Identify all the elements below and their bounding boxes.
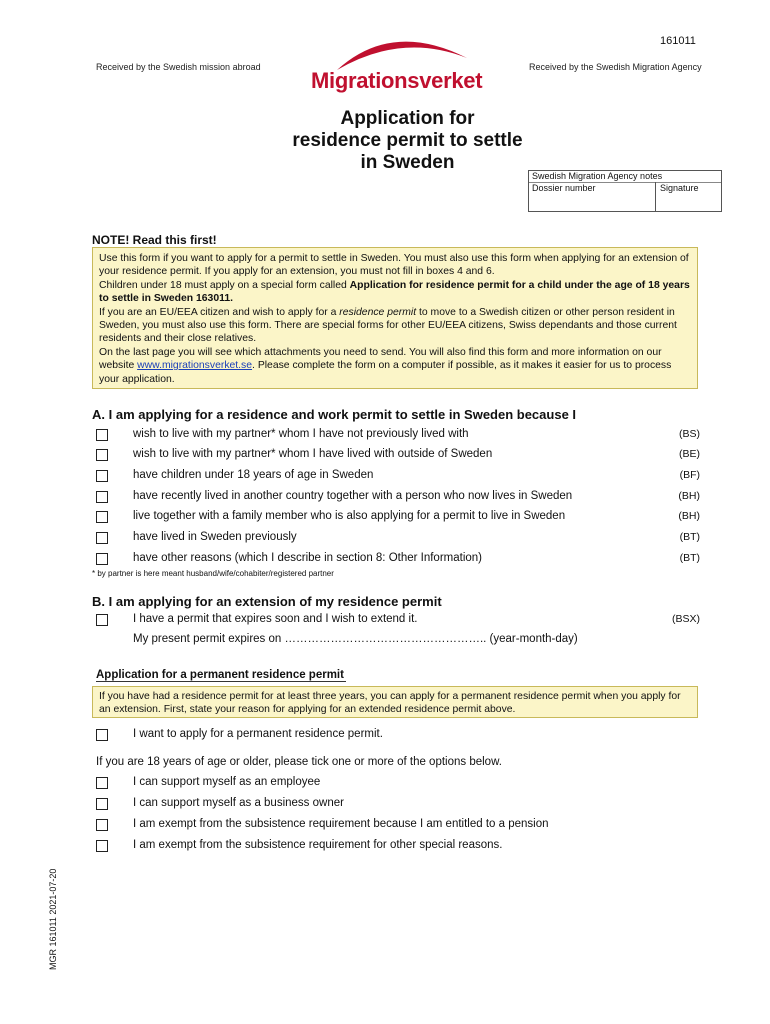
permanent-permit-info-box: If you have had a residence permit for at least three years, you can apply for a permanent residence permit when you apply for an extension. First, state your reason for applying for an extended residence permit above. (92, 686, 698, 718)
title-line-3: in Sweden (360, 152, 455, 173)
option-row-special-reasons[interactable] (96, 839, 706, 855)
permanent-permit-heading: Application for a permanent residence permit (96, 669, 344, 681)
option-code: (BT) (679, 531, 700, 543)
option-label: live together with a family member who is also applying for a permit to live in Sweden (133, 510, 566, 522)
option-label: I want to apply for a permanent residence permit. (133, 728, 383, 740)
logo-text: Migrationsverket (311, 68, 483, 93)
migrationsverket-logo (307, 30, 492, 100)
option-code: (BF) (679, 469, 700, 481)
notes-divider-vertical (655, 182, 656, 211)
title-line-1: Application for (340, 108, 475, 129)
website-link[interactable]: www.migrationsverket.se (137, 360, 253, 372)
age-instruction: If you are 18 years of age or older, please tick one or more of the options below. (96, 756, 502, 768)
form-title (270, 108, 545, 174)
option-code: (BSX) (671, 613, 700, 625)
option-label: I can support myself as a business owner (133, 797, 344, 809)
option-code: (BT) (679, 552, 700, 564)
option-row-pension[interactable] (96, 818, 706, 834)
option-row-bt-1[interactable] (96, 531, 706, 547)
option-row-business-owner[interactable] (96, 797, 706, 813)
checkbox[interactable] (96, 470, 108, 482)
option-row-permanent[interactable] (96, 728, 706, 744)
signature-label: Signature (660, 183, 699, 193)
note-paragraph-2: Children under 18 must apply on a special form called Application for residence permit for a child under the age of 18 years to settle in Sweden 163011. (99, 279, 690, 305)
note-heading: NOTE! Read this first! (92, 233, 217, 247)
option-code: (BH) (678, 490, 700, 502)
received-by-agency-label: Received by the Swedish Migration Agency (529, 62, 702, 72)
option-label: have children under 18 years of age in Sweden (133, 469, 374, 481)
option-label: have other reasons (which I describe in section 8: Other Information) (133, 552, 483, 564)
checkbox[interactable] (96, 840, 108, 852)
option-row-bf[interactable] (96, 469, 706, 485)
option-row-bsx[interactable] (96, 613, 706, 629)
option-label: I have a permit that expires soon and I wish to extend it. (133, 613, 418, 625)
option-label: have recently lived in another country together with a person who now lives in Sweden (133, 490, 573, 502)
partner-footnote: * by partner is here meant husband/wife/cohabiter/registered partner (92, 569, 334, 578)
option-row-be[interactable] (96, 448, 706, 464)
note-paragraph-4: On the last page you will see which attachments you need to send. You will also find this form and more information on our website www.migrationsverket.se. Please complete the form on a computer if possible, as it makes it easier for us to process your application. (99, 346, 672, 385)
note-box (92, 247, 698, 389)
checkbox[interactable] (96, 777, 108, 789)
section-a-heading: A. I am applying for a residence and work permit to settle in Sweden because I (92, 407, 577, 422)
option-row-bh-1[interactable] (96, 490, 706, 506)
dossier-number-label: Dossier number (532, 183, 596, 193)
option-row-bh-2[interactable] (96, 510, 706, 526)
note-paragraph-3: If you are an EU/EEA citizen and wish to apply for a residence permit to move to a Swedish citizen or other person resident in Sweden, you must also use this form. There are special forms for other EU/EEA citizens, Swiss dependants and those current residents and their close relatives. (99, 306, 677, 345)
title-line-2: residence permit to settle (292, 130, 523, 151)
option-label: wish to live with my partner* whom I have not previously lived with (133, 428, 469, 440)
received-by-mission-label: Received by the Swedish mission abroad (96, 62, 261, 72)
option-label: I can support myself as an employee (133, 776, 321, 788)
option-label: I am exempt from the subsistence requirement because I am entitled to a pension (133, 818, 549, 830)
option-label: have lived in Sweden previously (133, 531, 297, 543)
checkbox[interactable] (96, 532, 108, 544)
checkbox[interactable] (96, 511, 108, 523)
checkbox[interactable] (96, 449, 108, 461)
option-label: wish to live with my partner* whom I have lived with outside of Sweden (133, 448, 493, 460)
checkbox[interactable] (96, 429, 108, 441)
option-row-bs[interactable] (96, 428, 706, 444)
section-b-heading: B. I am applying for an extension of my residence permit (92, 594, 442, 609)
option-row-bt-2[interactable] (96, 552, 706, 568)
permit-expiry-field[interactable]: My present permit expires on …………………………………………….. (year-month-day) (133, 633, 578, 645)
agency-notes-box (528, 170, 722, 212)
checkbox[interactable] (96, 491, 108, 503)
checkbox[interactable] (96, 553, 108, 565)
checkbox[interactable] (96, 729, 108, 741)
option-code: (BE) (679, 448, 700, 460)
checkbox[interactable] (96, 614, 108, 626)
form-number: 161011 (660, 35, 696, 47)
option-label: I am exempt from the subsistence requirement for other special reasons. (133, 839, 503, 851)
checkbox[interactable] (96, 798, 108, 810)
form-side-code: MGR 161011 2021-07-20 (48, 868, 58, 970)
option-row-employee[interactable] (96, 776, 706, 792)
agency-notes-heading: Swedish Migration Agency notes (532, 171, 663, 181)
checkbox[interactable] (96, 819, 108, 831)
note-paragraph-1: Use this form if you want to apply for a permit to settle in Sweden. You must also use this form when applying for an extension of your residence permit. If you apply for an extension, you must not fill in boxes 4 and 6. (99, 253, 689, 278)
option-code: (BS) (679, 428, 700, 440)
option-code: (BH) (678, 510, 700, 522)
